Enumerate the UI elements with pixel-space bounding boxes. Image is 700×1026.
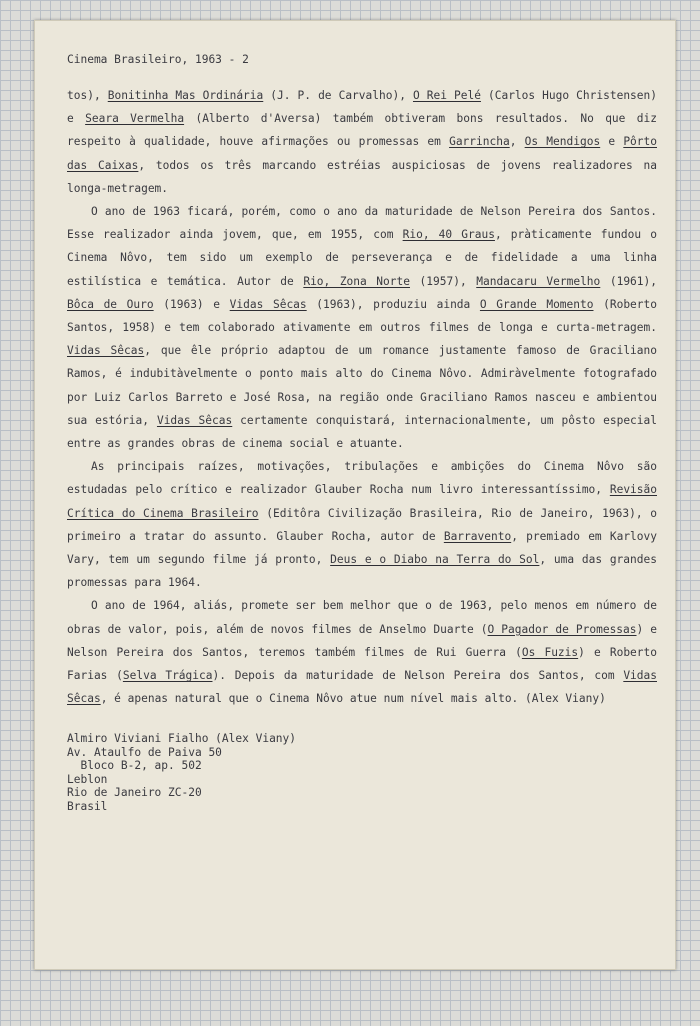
address-line: Brasil <box>67 799 108 813</box>
underlined-title: Rio, 40 Graus <box>402 228 495 242</box>
text-run: (1957), <box>409 274 477 288</box>
typewritten-page <box>34 20 676 970</box>
underlined-title: Os Fuzis <box>521 645 579 659</box>
document-body <box>67 53 657 813</box>
underlined-title: Vidas Sêcas <box>67 669 657 706</box>
paragraph <box>67 200 657 455</box>
address-line: Bloco B-2, ap. 502 <box>67 759 202 773</box>
address-line: Leblon <box>67 772 108 786</box>
underlined-title: O Pagador de Promessas <box>487 622 637 636</box>
text-run: (Carlos Hugo Christensen) e <box>67 89 657 126</box>
underlined-title: Vidas Sêcas <box>156 413 233 427</box>
text-run: ). Depois da maturidade de Nelson Pereira dos Santos, com <box>212 669 624 683</box>
underlined-title: O Rei Pelé <box>412 89 481 102</box>
underlined-title: Bonitinha Mas Ordinária <box>107 89 264 102</box>
underlined-title: Vidas Sêcas <box>229 297 307 311</box>
underlined-title: Mandacaru Vermelho <box>476 274 601 288</box>
text-run: ) e Nelson Pereira dos Santos, teremos também filmes de Rui Guerra ( <box>67 622 657 659</box>
page-header: Cinema Brasileiro, 1963 - 2 <box>67 53 249 66</box>
underlined-title: Bôca de Ouro <box>67 297 154 311</box>
text-run: , uma das grandes promessas para 1964. <box>67 553 657 590</box>
body-text <box>67 84 657 710</box>
address-line: Rio de Janeiro ZC-20 <box>67 786 202 800</box>
text-run: , é apenas natural que o Cinema Nôvo atue num nível mais alto. (Alex Viany) <box>100 692 606 706</box>
text-run: O ano de 1963 ficará, porém, como o ano da maturidade de Nelson Pereira dos Santos. Esse realizador ainda jovem, que, em 1955, com <box>67 205 657 242</box>
paragraph <box>67 84 657 200</box>
text-run: , todos os três marcando estréias auspiciosas de jovens realizadores na longa-metragem. <box>67 158 658 195</box>
underlined-title: Deus e o Diabo na Terra do Sol <box>330 553 540 567</box>
underlined-title: Rio, Zona Norte <box>303 274 410 288</box>
paragraph <box>67 455 657 594</box>
underlined-title: Barravento <box>443 529 512 543</box>
underlined-title: Seara Vermelha <box>85 112 185 126</box>
text-run: , que êle próprio adaptou de um romance justamente famoso de Graciliano Ramos, é indubitàvelmente o ponto mais alto do Cinema Nôvo. Admiràvelmente fotografado por Luiz Carlos Barreto e José Rosa, na região onde Graciliano Ramos nasceu e ambientou sua estória, <box>67 344 657 427</box>
text-run: (1963), produziu ainda <box>306 297 480 311</box>
text-run: , premiado em Karlovy Vary, tem um segundo filme já pronto, <box>67 529 657 567</box>
text-run: , <box>509 135 525 149</box>
underlined-title: Garrincha <box>449 135 510 149</box>
underlined-title: O Grande Momento <box>479 297 594 311</box>
text-run: , pràticamente fundou o Cinema Nôvo, tem sido um exemplo de perseverança e de fidelidade a uma linha estilística e temática. Autor de <box>67 228 657 288</box>
paragraph <box>67 594 657 710</box>
underlined-title: Vidas Sêcas <box>67 344 145 358</box>
text-run: (1963) e <box>153 297 230 311</box>
text-run: tos), <box>67 89 108 102</box>
underlined-title: Revisão Crítica do Cinema Brasileiro <box>67 483 657 520</box>
address-line: Almiro Viviani Fialho (Alex Viany) <box>67 732 297 746</box>
text-run: O ano de 1964, aliás, promete ser bem melhor que o de 1963, pelo menos em número de obras de valor, pois, além de novos filmes de Anselmo Duarte ( <box>67 599 657 636</box>
text-run: (1961), <box>600 274 657 288</box>
text-run: (Editôra Civilização Brasileira, Rio de Janeiro, 1963), o primeiro a tratar do assunto. Glauber Rocha, autor de <box>67 506 658 543</box>
text-run: (Roberto Santos, 1958) e tem colaborado ativamente em outros filmes de longa e curta-metragem. <box>67 297 658 335</box>
text-run: As principais raízes, motivações, tribulações e ambições do Cinema Nôvo são estudadas pelo crítico e realizador Glauber Rocha num livro interessantíssimo, <box>67 460 657 497</box>
text-run: (Alberto d'Aversa) também obtiveram bons resultados. No que diz respeito à qualidade, houve afirmações ou promessas em <box>67 112 657 149</box>
text-run: certamente conquistará, internacionalmente, um pôsto especial entre as grandes obras de cinema social e atuante. <box>67 413 658 451</box>
underlined-title: Selva Trágica <box>122 669 213 683</box>
text-run: (J. P. de Carvalho), <box>263 89 413 102</box>
text-run: ) e Roberto Farias ( <box>67 645 657 683</box>
underlined-title: Pôrto das Caixas <box>67 135 657 172</box>
sender-address <box>67 732 657 813</box>
underlined-title: Os Mendigos <box>524 135 601 149</box>
text-run: e <box>600 135 624 149</box>
address-line: Av. Ataulfo de Paiva 50 <box>67 745 222 759</box>
